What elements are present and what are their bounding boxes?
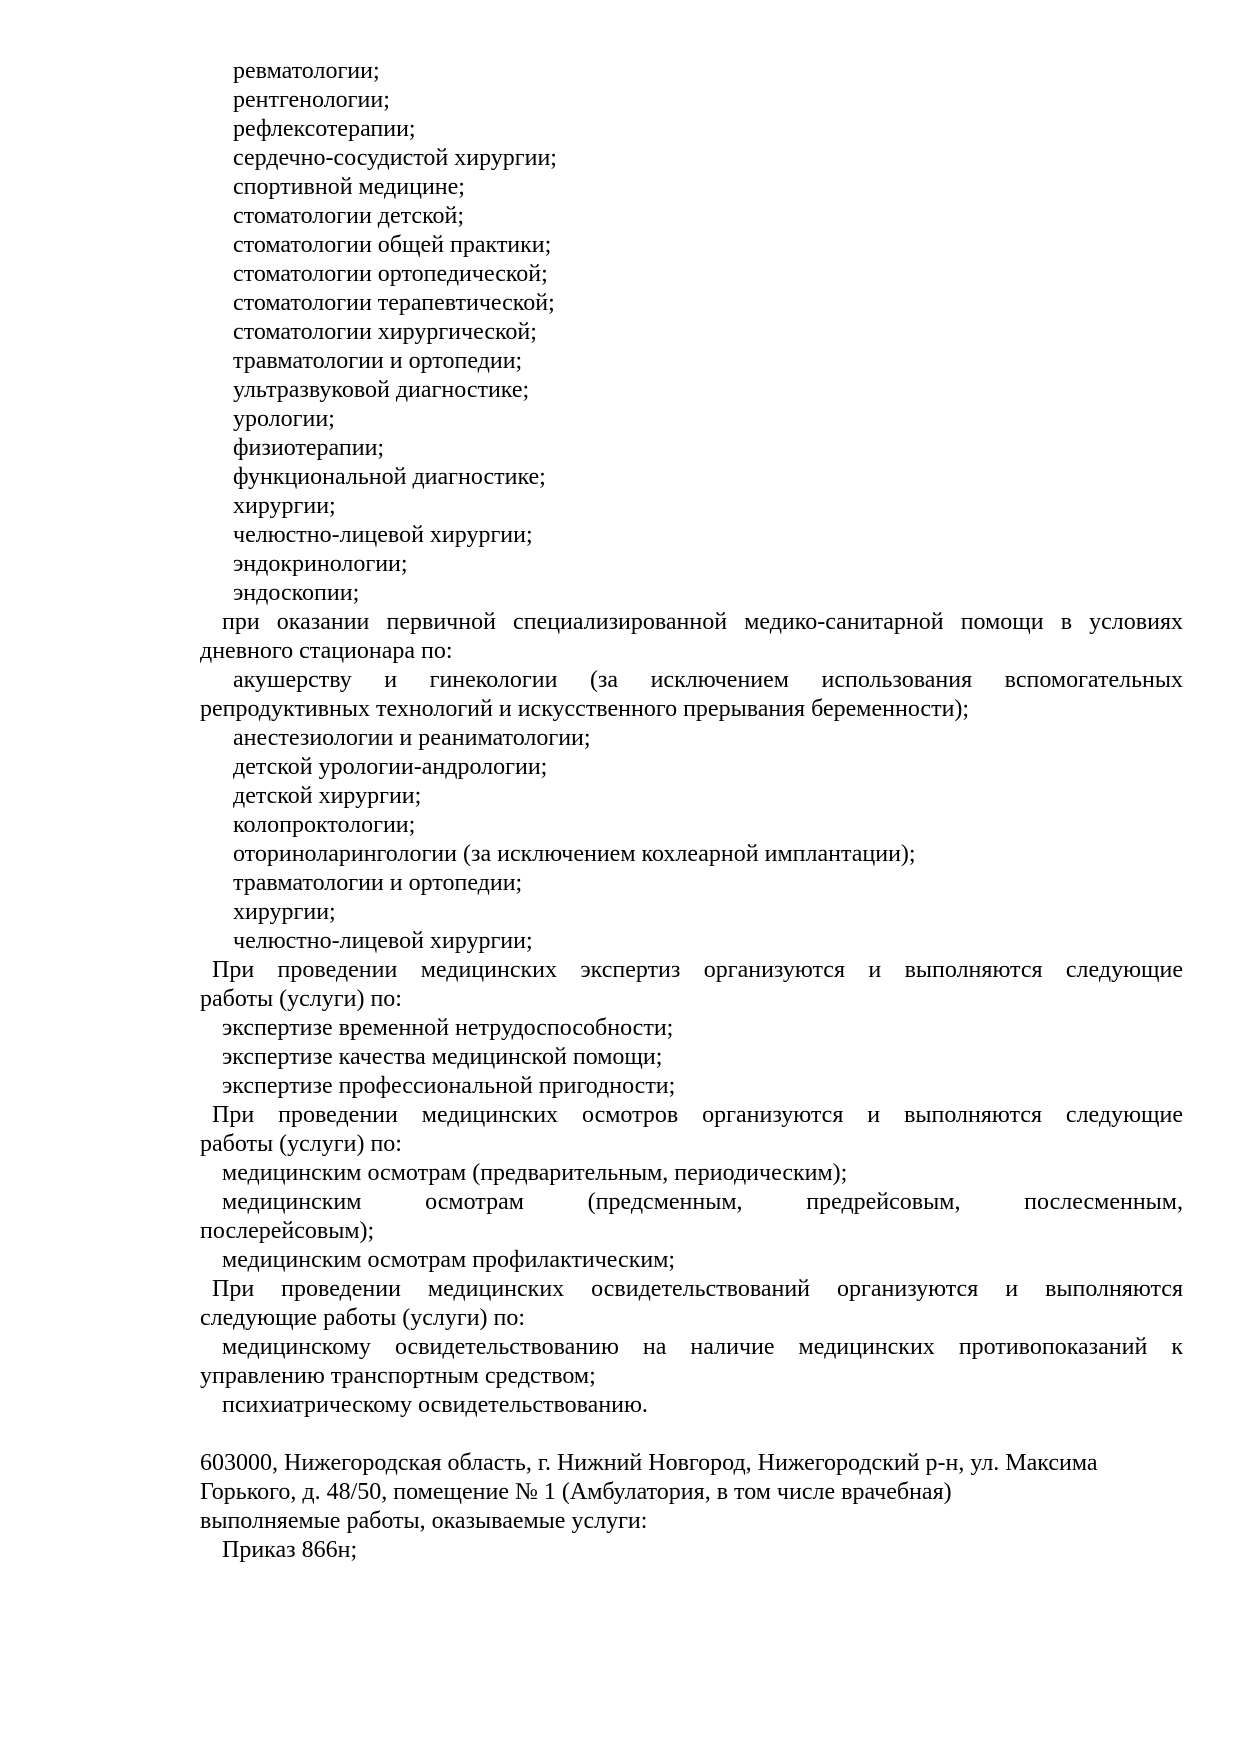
text-line: стоматологии терапевтической; [233,290,555,316]
text-line: При проведении медицинских экспертиз организуются и выполняются следующие [212,957,1183,983]
text-line: дневного стационара по: [200,638,453,664]
text-line: оториноларингологии (за исключением кохлеарной имплантации); [233,841,916,867]
text-line: медицинским осмотрам (предварительным, периодическим); [222,1160,848,1186]
list-item [200,724,1183,753]
paragraph [200,956,1183,1014]
text-line: медицинским осмотрам (предсменным, предрейсовым, послесменным, [222,1189,1183,1215]
text-line: экспертизе временной нетрудоспособности; [222,1015,674,1041]
list-item [200,463,1183,492]
paragraph [200,1507,1183,1536]
list-item [200,898,1183,927]
text-line: стоматологии детской; [233,203,465,229]
list-item [200,347,1183,376]
list-item [200,115,1183,144]
list-item [200,405,1183,434]
text-line: стоматологии хирургической; [233,319,537,345]
list-item [200,1391,1183,1420]
text-line: рентгенологии; [233,87,390,113]
list-item [200,1043,1183,1072]
list-item [200,811,1183,840]
text-line: медицинским осмотрам профилактическим; [222,1247,676,1273]
text-line: Приказ 866н; [222,1537,358,1563]
text-line: эндокринологии; [233,551,408,577]
text-line: урологии; [233,406,335,432]
text-line: работы (услуги) по: [200,1131,402,1157]
text-line: функциональной диагностике; [233,464,546,490]
list-item [200,840,1183,869]
list-item [200,1159,1183,1188]
text-line: колопроктологии; [233,812,416,838]
list-item [200,1333,1183,1391]
list-item [200,202,1183,231]
list-item [200,1072,1183,1101]
text-line: экспертизе качества медицинской помощи; [222,1044,663,1070]
text-line: работы (услуги) по: [200,986,402,1012]
paragraph [200,1101,1183,1159]
text-line: следующие работы (услуги) по: [200,1305,526,1331]
text-line: Горького, д. 48/50, помещение № 1 (Амбулатория, в том числе врачебная) [200,1479,952,1505]
list-item [200,376,1183,405]
list-item [200,753,1183,782]
blank-line [200,1420,1183,1449]
text-line: хирургии; [233,899,336,925]
list-item [200,869,1183,898]
text-line: детской урологии-андрологии; [233,754,548,780]
text-line: репродуктивных технологий и искусственного прерывания беременности); [200,696,970,722]
text-line: ультразвуковой диагностике; [233,377,530,403]
list-item [200,492,1183,521]
list-item [200,173,1183,202]
text-line: 603000, Нижегородская область, г. Нижний Новгород, Нижегородский р-н, ул. Максима [200,1450,1098,1476]
list-item [200,1246,1183,1275]
text-line: послерейсовым); [200,1218,375,1244]
list-item [200,318,1183,347]
list-item [200,1014,1183,1043]
text-line: управлению транспортным средством; [200,1363,596,1389]
text-line: детской хирургии; [233,783,422,809]
text-line: сердечно-сосудистой хирургии; [233,145,557,171]
text-line: При проведении медицинских осмотров организуются и выполняются следующие [212,1102,1183,1128]
text-line: травматологии и ортопедии; [233,870,523,896]
text-line: при оказании первичной специализированной медико-санитарной помощи в условиях [222,609,1183,635]
text-line: экспертизе профессиональной пригодности; [222,1073,676,1099]
text-line: анестезиологии и реаниматологии; [233,725,591,751]
text-line: стоматологии общей практики; [233,232,552,258]
text-line: рефлексотерапии; [233,116,416,142]
list-item [200,579,1183,608]
text-line: хирургии; [233,493,336,519]
paragraph [200,1275,1183,1333]
list-item [200,782,1183,811]
text-line: стоматологии ортопедической; [233,261,548,287]
text-line: челюстно-лицевой хирургии; [233,522,533,548]
list-item [200,521,1183,550]
text-line: физиотерапии; [233,435,385,461]
text-line: медицинскому освидетельствованию на наличие медицинских противопоказаний к [222,1334,1183,1360]
list-item [200,260,1183,289]
list-item [200,550,1183,579]
text-line: При проведении медицинских освидетельствований организуются и выполняются [212,1276,1183,1302]
paragraph [200,1449,1183,1507]
text-line: ревматологии; [233,58,380,84]
list-item [200,231,1183,260]
list-item [200,434,1183,463]
text-line: эндоскопии; [233,580,360,606]
text-line: выполняемые работы, оказываемые услуги: [200,1508,648,1534]
paragraph [200,608,1183,666]
list-item [200,1188,1183,1246]
text-line: травматологии и ортопедии; [233,348,523,374]
list-item [200,86,1183,115]
list-item [200,289,1183,318]
text-line: акушерству и гинекологии (за исключением использования вспомогательных [233,667,1183,693]
list-item [200,666,1183,724]
text-line: челюстно-лицевой хирургии; [233,928,533,954]
paragraph [200,1536,1183,1565]
list-item [200,144,1183,173]
list-item [200,57,1183,86]
list-item [200,927,1183,956]
text-line: спортивной медицине; [233,174,465,200]
text-line: психиатрическому освидетельствованию. [222,1392,648,1418]
